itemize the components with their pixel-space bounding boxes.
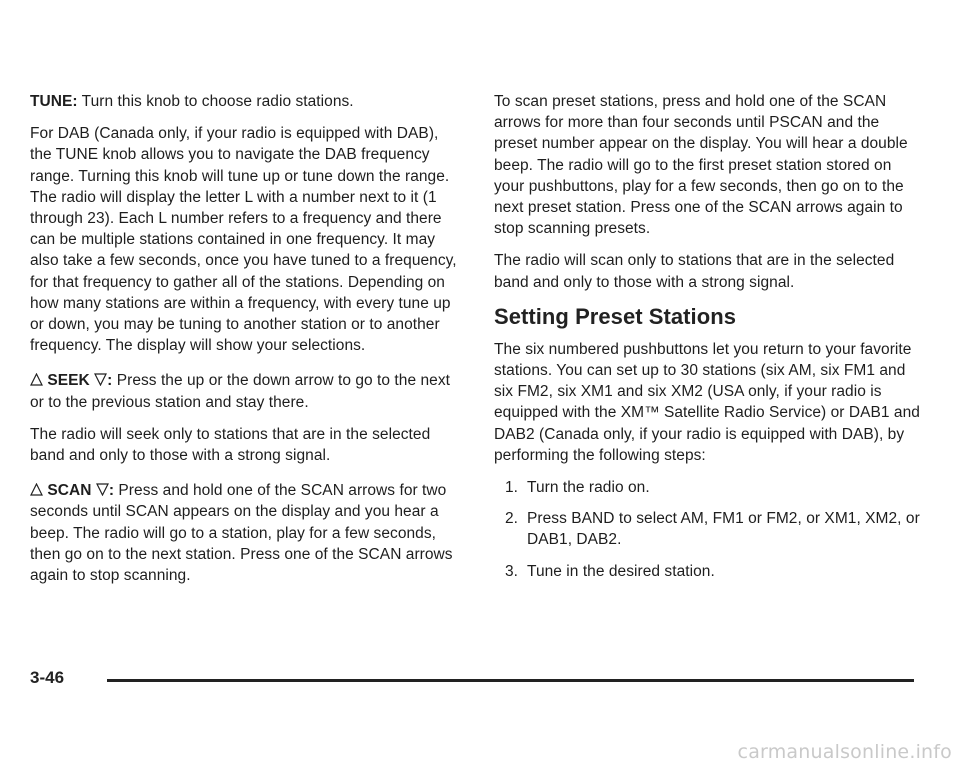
scan-paragraph	[30, 480, 462, 586]
down-triangle-icon	[94, 373, 107, 386]
seek-text: Press the up or the down arrow to go to the next or to the previous station and stay there.	[30, 372, 450, 411]
seek-paragraph-2: The radio will seek only to stations that are in the selected band and only to those with a strong signal.	[30, 425, 431, 465]
list-item	[494, 508, 922, 550]
tune-paragraph	[30, 91, 462, 112]
dab-paragraph: For DAB (Canada only, if your radio is equipped with DAB), the TUNE knob allows you to navigate the DAB frequency range. Turning this knob will tune up or tune down the range. The radio will display the letter L with a number next to it (1 through 23). Each L number refers to a frequency and there can be multiple stations contained in one frequency. It may also take a few seconds, once you have tuned to a frequency, for that frequency to gather all of the stations. Depending on how many stations are within a frequency, with every tune up or down, you may be tuning to another station or to another frequency. The display will show your selections.	[30, 125, 457, 355]
seek-paragraph	[30, 370, 462, 412]
scan-colon: :	[108, 482, 115, 500]
page-number: 3-46	[30, 668, 65, 687]
tune-label: TUNE:	[30, 93, 78, 110]
scan-band-paragraph: The radio will scan only to stations that are in the selected band and only to those with a strong signal.	[494, 252, 895, 291]
scan-label: SCAN	[47, 482, 92, 500]
left-column	[30, 91, 462, 597]
pscan-paragraph: To scan preset stations, press and hold one of the SCAN arrows for more than four seconds until PSCAN and the preset number appear on the display. You will hear a double beep. The radio will go to the first preset station stored on your pushbuttons, play for a few seconds, then go on to the next preset station. Press one of the SCAN arrows again to stop scanning presets.	[494, 93, 908, 238]
step-number: 2.	[505, 510, 519, 528]
seek-label: SEEK	[47, 372, 90, 390]
up-triangle-icon	[30, 483, 43, 496]
step-text: Press BAND to select AM, FM1 or FM2, or XM1, XM2, or DAB1, DAB2.	[527, 510, 920, 549]
steps-list	[494, 477, 922, 582]
seek-colon: :	[107, 372, 113, 390]
footer-rule	[107, 679, 914, 682]
step-number: 1.	[505, 479, 519, 497]
up-triangle-icon	[30, 373, 43, 386]
step-number: 3.	[505, 562, 519, 580]
watermark: carmanualsonline.info	[737, 741, 952, 763]
right-column	[494, 91, 922, 592]
step-text: Tune in the desired station.	[527, 562, 715, 580]
list-item	[494, 477, 922, 498]
down-triangle-icon	[96, 483, 109, 496]
list-item	[494, 561, 922, 582]
tune-text: Turn this knob to choose radio stations.	[77, 93, 354, 110]
scan-text: Press and hold one of the SCAN arrows for two seconds until SCAN appears on the display and you hear a beep. The radio will go to a station, play for a few seconds, then go on to the next station. Press one of the SCAN arrows again to stop scanning.	[30, 482, 453, 585]
section-heading: Setting Preset Stations	[494, 303, 736, 329]
step-text: Turn the radio on.	[527, 479, 650, 497]
preset-paragraph: The six numbered pushbuttons let you return to your favorite stations. You can set up to 30 stations (six AM, six FM1 and six FM2, six XM1 and six XM2 (USA only, if your radio is equipped with the XM™ Satellite Radio Service) or DAB1 and DAB2 (Canada only, if your radio is equipped with DAB), by performing the following steps:	[494, 340, 920, 464]
